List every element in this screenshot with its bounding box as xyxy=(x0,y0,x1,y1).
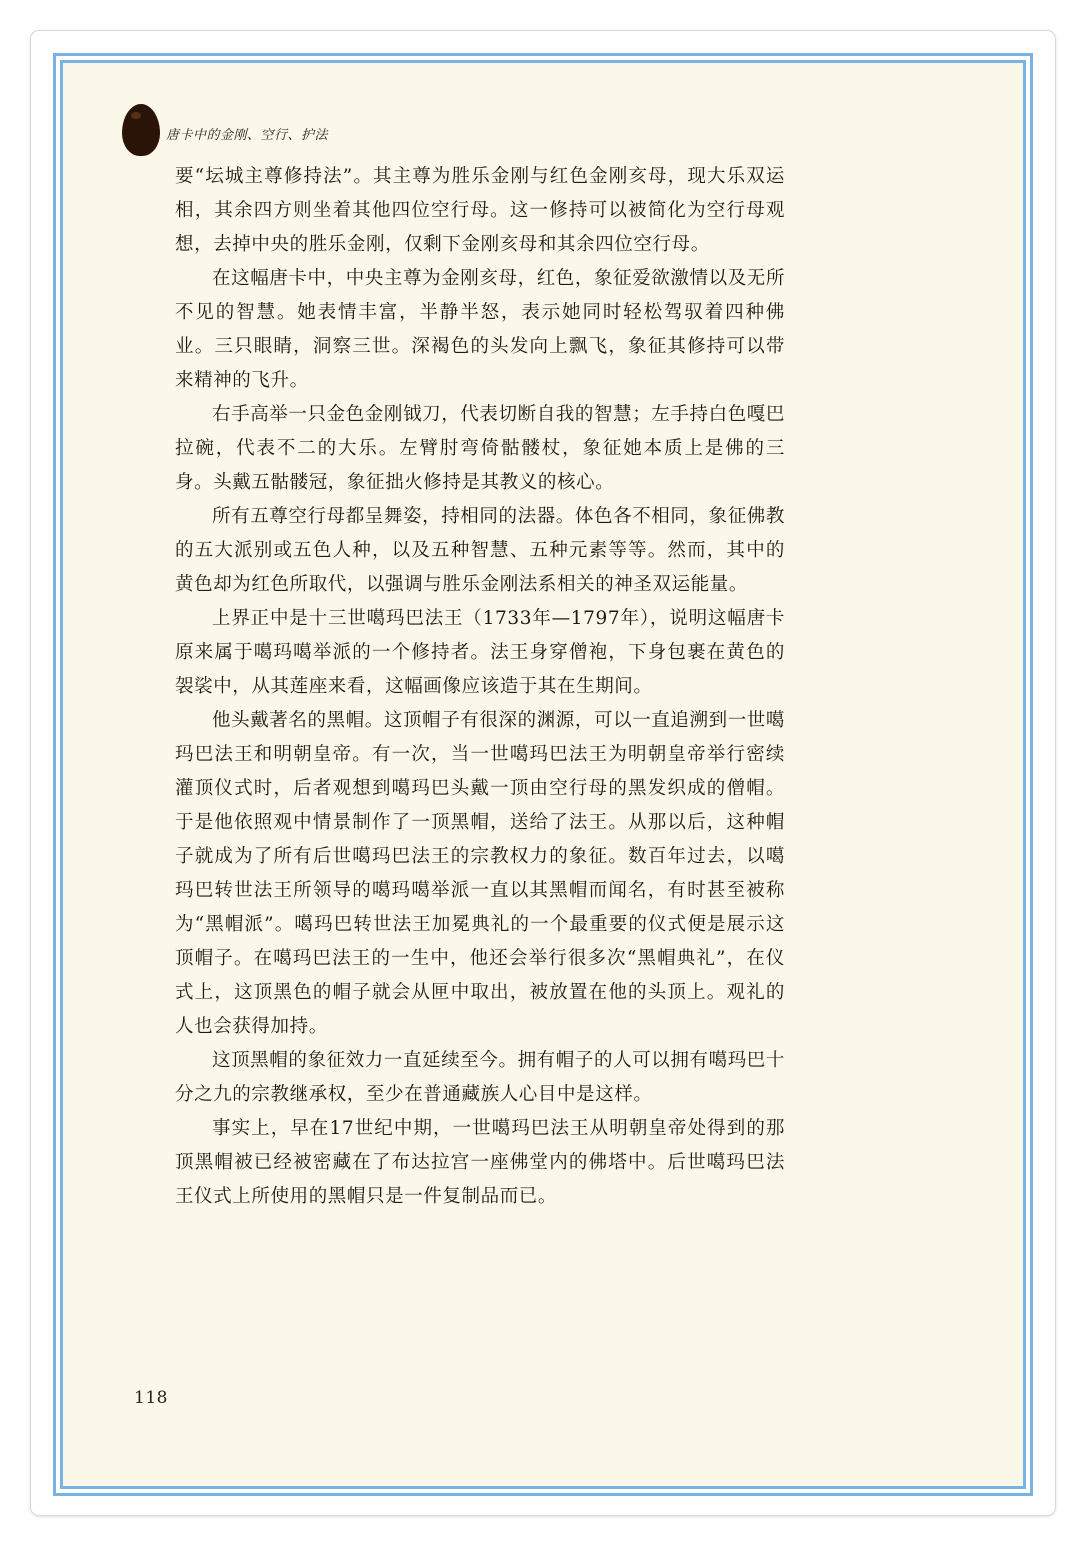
chapter-emblem-icon xyxy=(122,104,160,156)
page-number: 118 xyxy=(134,1388,168,1408)
paragraph-4: 所有五尊空行母都呈舞姿，持相同的法器。体色各不相同，象征佛教的五大派别或五色人种，以及五种智慧、五种元素等等。然而，其中的黄色却为红色所取代，以强调与胜乐金刚法系相关的神圣双运能量。 xyxy=(175,506,786,595)
paragraph-8: 事实上，早在17世纪中期，一世噶玛巴法王从明朝皇帝处得到的那顶黑帽被已经被密藏在了布达拉宫一座佛堂内的佛塔中。后世噶玛巴法王仪式上所使用的黑帽只是一件复制品而已。 xyxy=(175,1118,785,1207)
paragraph-3: 右手高举一只金色金刚钺刀，代表切断自我的智慧；左手持白色嘎巴拉碗，代表不二的大乐。左臂肘弯倚骷髅杖，象征她本质上是佛的三身。头戴五骷髅冠，象征拙火修持是其教义的核心。 xyxy=(175,404,786,493)
body-text xyxy=(175,160,785,1214)
running-head: 唐卡中的金刚、空行、护法 xyxy=(166,128,329,143)
paragraph-7: 这顶黑帽的象征效力一直延续至今。拥有帽子的人可以拥有噶玛巴十分之九的宗教继承权，至少在普通藏族人心目中是这样。 xyxy=(175,1050,786,1105)
paragraph-1: 要“坛城主尊修持法”。其主尊为胜乐金刚与红色金刚亥母，现大乐双运相，其余四方则坐着其他四位空行母。这一修持可以被简化为空行母观想，去掉中央的胜乐金刚，仅剩下金刚亥母和其余四位空行母。 xyxy=(175,166,785,255)
paragraph-2: 在这幅唐卡中，中央主尊为金刚亥母，红色，象征爱欲激情以及无所不见的智慧。她表情丰富，半静半怒，表示她同时轻松驾驭着四种佛业。三只眼睛，洞察三世。深褐色的头发向上飘飞，象征其修持可以带来精神的飞升。 xyxy=(175,268,786,391)
paragraph-6: 他头戴著名的黑帽。这顶帽子有很深的渊源，可以一直追溯到一世噶玛巴法王和明朝皇帝。有一次，当一世噶玛巴法王为明朝皇帝举行密续灌顶仪式时，后者观想到噶玛巴头戴一顶由空行母的黑发织成的僧帽。于是他依照观中情景制作了一顶黑帽，送给了法王。从那以后，这种帽子就成为了所有后世噶玛巴法王的宗教权力的象征。数百年过去，以噶玛巴转世法王所领导的噶玛噶举派一直以其黑帽而闻名，有时甚至被称为“黑帽派”。噶玛巴转世法王加冕典礼的一个最重要的仪式便是展示这顶帽子。在噶玛巴法王的一生中，他还会举行很多次“黑帽典礼”，在仪式上，这顶黑色的帽子就会从匣中取出，被放置在他的头顶上。观礼的人也会获得加持。 xyxy=(175,710,786,1037)
paragraph-5: 上界正中是十三世噶玛巴法王（1733年—1797年），说明这幅唐卡原来属于噶玛噶举派的一个修持者。法王身穿僧袍，下身包裹在黄色的袈裟中，从其莲座来看，这幅画像应该造于其在生期间。 xyxy=(175,608,785,697)
